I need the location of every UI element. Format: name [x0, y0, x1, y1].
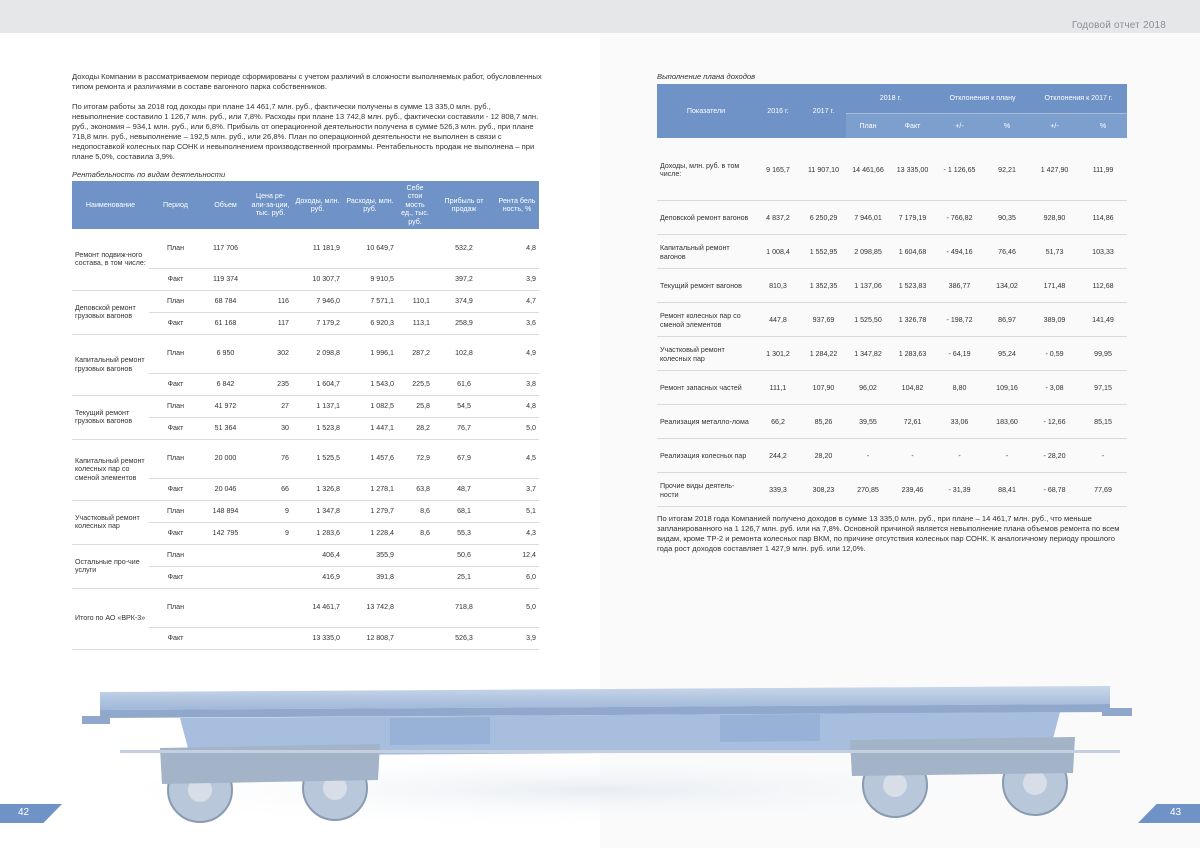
table-cell: 103,33: [1079, 234, 1127, 268]
table-cell: 33,06: [935, 404, 984, 438]
page-number-left-tab: [0, 804, 62, 823]
table-cell: 77,69: [1079, 472, 1127, 506]
table-cell: 99,95: [1079, 336, 1127, 370]
table-cell: 104,82: [890, 370, 935, 404]
table-cell: [397, 229, 433, 268]
table-cell: 61 168: [202, 312, 249, 334]
table-cell: 526,3: [433, 627, 495, 649]
table-cell: 5,0: [495, 588, 539, 627]
table-cell: 9: [249, 500, 292, 522]
th-2018: 2018 г.: [846, 84, 935, 113]
table-cell: 3,7: [495, 478, 539, 500]
table-cell: -: [984, 438, 1030, 472]
table-cell: Факт: [149, 417, 202, 439]
table-cell: 4,7: [495, 290, 539, 312]
table-cell: 397,2: [433, 268, 495, 290]
activity-name: Деповской ремонт грузовых вагонов: [72, 290, 149, 334]
table-cell: 66,2: [755, 404, 801, 438]
table-cell: - 0,59: [1030, 336, 1079, 370]
table-cell: 13 742,8: [343, 588, 397, 627]
activity-name: Текущий ремонт грузовых вагонов: [72, 395, 149, 439]
table-cell: 30: [249, 417, 292, 439]
indicator-name: Участковый ремонт колесных пар: [657, 336, 755, 370]
table-cell: [249, 268, 292, 290]
table-cell: 1 082,5: [343, 395, 397, 417]
table-cell: 928,90: [1030, 200, 1079, 234]
table-cell: - 68,78: [1030, 472, 1079, 506]
indicator-name: Капитальный ремонт вагонов: [657, 234, 755, 268]
table-cell: 2 098,8: [292, 334, 343, 373]
table-cell: План: [149, 290, 202, 312]
th-expenses: Расходы, млн. руб.: [343, 181, 397, 229]
table-cell: - 31,39: [935, 472, 984, 506]
table-cell: [397, 544, 433, 566]
table-row: [657, 404, 1127, 438]
table-cell: 406,4: [292, 544, 343, 566]
table-cell: 308,23: [801, 472, 846, 506]
table-cell: 134,02: [984, 268, 1030, 302]
table-cell: 7 946,01: [846, 200, 890, 234]
table-cell: - 1 126,65: [935, 138, 984, 200]
th-profit: Прибыль от продаж: [433, 181, 495, 229]
table-row: [657, 472, 1127, 506]
table-cell: 4,3: [495, 522, 539, 544]
revenue-plan-table-caption: Выполнение плана доходов: [657, 72, 756, 81]
table-cell: 1 427,90: [1030, 138, 1079, 200]
activity-name: Итого по АО «ВРК-3»: [72, 588, 149, 649]
table-cell: 28,2: [397, 417, 433, 439]
table-row: [72, 229, 539, 268]
table-cell: 51 364: [202, 417, 249, 439]
table-cell: 302: [249, 334, 292, 373]
indicator-name: Текущий ремонт вагонов: [657, 268, 755, 302]
table-cell: [249, 544, 292, 566]
table-row: [72, 290, 539, 312]
table-cell: План: [149, 544, 202, 566]
table-cell: 386,77: [935, 268, 984, 302]
table-cell: 391,8: [343, 566, 397, 588]
table-cell: - 28,20: [1030, 438, 1079, 472]
table-cell: 225,5: [397, 373, 433, 395]
table-cell: 389,09: [1030, 302, 1079, 336]
table-cell: 1 283,6: [292, 522, 343, 544]
table-cell: 12 808,7: [343, 627, 397, 649]
table-cell: 68,1: [433, 500, 495, 522]
th-dev-plan: Отклонения к плану: [935, 84, 1030, 113]
indicator-name: Ремонт колесных пар со сменой элементов: [657, 302, 755, 336]
table-cell: 1 604,7: [292, 373, 343, 395]
table-cell: 1 525,5: [292, 439, 343, 478]
th-period: Период: [149, 181, 202, 229]
th-indicators: Показатели: [657, 84, 755, 138]
table-cell: 113,1: [397, 312, 433, 334]
profitability-table-caption: Рентабельность по видам деятельности: [72, 170, 226, 179]
th-percent: %: [984, 113, 1030, 138]
table-cell: 10 307,7: [292, 268, 343, 290]
table-cell: 1 347,8: [292, 500, 343, 522]
table-cell: План: [149, 395, 202, 417]
page-number-right: 43: [1170, 807, 1182, 818]
table-cell: 3,9: [495, 627, 539, 649]
table-cell: 85,15: [1079, 404, 1127, 438]
intro-paragraph: Доходы Компании в рассматриваемом периоде сформированы с учетом различий в сложности выполняемых работ, обусловленных типом ремонта и различиями в составе вагонного парка собственников.: [72, 72, 542, 91]
table-cell: 117 706: [202, 229, 249, 268]
table-cell: 4,5: [495, 439, 539, 478]
indicator-name: Ремонт запасных частей: [657, 370, 755, 404]
th-revenue: Доходы, млн. руб.: [292, 181, 343, 229]
table-cell: - 12,66: [1030, 404, 1079, 438]
table-cell: [249, 588, 292, 627]
table-cell: 11 907,10: [801, 138, 846, 200]
table-cell: 88,41: [984, 472, 1030, 506]
indicator-name: Деповской ремонт вагонов: [657, 200, 755, 234]
table-cell: 258,9: [433, 312, 495, 334]
table-cell: 109,16: [984, 370, 1030, 404]
table-cell: 339,3: [755, 472, 801, 506]
table-row: [657, 234, 1127, 268]
table-cell: 1 525,50: [846, 302, 890, 336]
th-profitability: Рента бель ность, %: [495, 181, 539, 229]
table-cell: 5,0: [495, 417, 539, 439]
table-row: [657, 302, 1127, 336]
table-row: [657, 370, 1127, 404]
table-cell: - 64,19: [935, 336, 984, 370]
th-plusminus: +/-: [935, 113, 984, 138]
table-row: [657, 268, 1127, 302]
table-cell: 1 137,06: [846, 268, 890, 302]
th-2017: 2017 г.: [801, 84, 846, 138]
table-cell: [397, 268, 433, 290]
table-cell: [202, 544, 249, 566]
table-cell: 1 283,63: [890, 336, 935, 370]
table-cell: 6 920,3: [343, 312, 397, 334]
table-cell: 61,6: [433, 373, 495, 395]
table-cell: -: [935, 438, 984, 472]
table-cell: 6 842: [202, 373, 249, 395]
revenue-table-header-top: [657, 84, 1127, 113]
table-cell: 7 179,19: [890, 200, 935, 234]
table-cell: [202, 588, 249, 627]
table-cell: 6,0: [495, 566, 539, 588]
table-cell: 111,1: [755, 370, 801, 404]
table-cell: 111,99: [1079, 138, 1127, 200]
report-title: Годовой отчет 2018: [1071, 20, 1166, 31]
page-number-left: 42: [18, 807, 30, 818]
table-cell: Факт: [149, 268, 202, 290]
table-cell: 117: [249, 312, 292, 334]
table-cell: 1 279,7: [343, 500, 397, 522]
table-cell: План: [149, 588, 202, 627]
activity-name: Участковый ремонт колесных пар: [72, 500, 149, 544]
table-cell: [249, 566, 292, 588]
table-cell: 20 046: [202, 478, 249, 500]
table-cell: 13 335,00: [890, 138, 935, 200]
table-cell: [397, 588, 433, 627]
table-cell: 7 571,1: [343, 290, 397, 312]
table-cell: 12,4: [495, 544, 539, 566]
table-cell: 4,8: [495, 395, 539, 417]
table-cell: [249, 229, 292, 268]
table-cell: 8,80: [935, 370, 984, 404]
table-cell: 116: [249, 290, 292, 312]
table-row: [72, 395, 539, 417]
table-cell: - 766,82: [935, 200, 984, 234]
table-cell: 27: [249, 395, 292, 417]
table-cell: 25,1: [433, 566, 495, 588]
table-cell: 1 347,82: [846, 336, 890, 370]
table-row: [657, 336, 1127, 370]
profitability-table: [72, 181, 539, 650]
table-cell: 3,9: [495, 268, 539, 290]
table-cell: 141,49: [1079, 302, 1127, 336]
table-cell: 90,35: [984, 200, 1030, 234]
table-cell: 235: [249, 373, 292, 395]
table-cell: 810,3: [755, 268, 801, 302]
top-bar: [0, 0, 1200, 33]
table-cell: 48,7: [433, 478, 495, 500]
table-cell: 1 137,1: [292, 395, 343, 417]
table-cell: 447,8: [755, 302, 801, 336]
table-row: [72, 334, 539, 373]
table-cell: План: [149, 229, 202, 268]
table-cell: 41 972: [202, 395, 249, 417]
table-cell: 1 523,8: [292, 417, 343, 439]
table-cell: - 494,16: [935, 234, 984, 268]
table-cell: 287,2: [397, 334, 433, 373]
table-cell: 25,8: [397, 395, 433, 417]
table-cell: 1 604,68: [890, 234, 935, 268]
table-cell: 1 457,6: [343, 439, 397, 478]
activity-name: Капитальный ремонт грузовых вагонов: [72, 334, 149, 395]
th-unit-cost: Себе стои мость ед., тыс. руб.: [397, 181, 433, 229]
table-cell: 355,9: [343, 544, 397, 566]
table-cell: 4 837,2: [755, 200, 801, 234]
table-row: [657, 200, 1127, 234]
table-cell: -: [846, 438, 890, 472]
table-cell: 76: [249, 439, 292, 478]
table-cell: 374,9: [433, 290, 495, 312]
table-cell: 107,90: [801, 370, 846, 404]
table-row: [657, 438, 1127, 472]
table-cell: Факт: [149, 312, 202, 334]
table-cell: 10 649,7: [343, 229, 397, 268]
profitability-table-header: [72, 181, 539, 229]
table-cell: 72,9: [397, 439, 433, 478]
table-cell: 1 301,2: [755, 336, 801, 370]
table-cell: Факт: [149, 566, 202, 588]
table-cell: 1 284,22: [801, 336, 846, 370]
table-cell: 11 181,9: [292, 229, 343, 268]
table-cell: - 3,08: [1030, 370, 1079, 404]
table-cell: 9: [249, 522, 292, 544]
table-cell: 39,55: [846, 404, 890, 438]
table-cell: 6 250,29: [801, 200, 846, 234]
table-cell: 76,7: [433, 417, 495, 439]
activity-name: Капитальный ремонт колесных пар со сменой элементов: [72, 439, 149, 500]
table-cell: 718,8: [433, 588, 495, 627]
table-cell: 1 228,4: [343, 522, 397, 544]
table-cell: 239,46: [890, 472, 935, 506]
table-cell: План: [149, 334, 202, 373]
th-volume: Объем: [202, 181, 249, 229]
table-cell: 2 098,85: [846, 234, 890, 268]
table-cell: 7 946,0: [292, 290, 343, 312]
table-cell: 14 461,66: [846, 138, 890, 200]
table-cell: 8,6: [397, 522, 433, 544]
th-plusminus-2017: +/-: [1030, 113, 1079, 138]
activity-name: Остальные про-чие услуги: [72, 544, 149, 588]
table-cell: -: [890, 438, 935, 472]
activity-name: Ремонт подвиж-ного состава, в том числе:: [72, 229, 149, 290]
table-cell: 6 950: [202, 334, 249, 373]
table-cell: 1 278,1: [343, 478, 397, 500]
table-cell: План: [149, 439, 202, 478]
table-cell: 5,1: [495, 500, 539, 522]
table-cell: 4,8: [495, 229, 539, 268]
table-cell: 148 894: [202, 500, 249, 522]
table-row: [72, 439, 539, 478]
table-cell: Факт: [149, 478, 202, 500]
table-cell: План: [149, 500, 202, 522]
indicator-name: Прочие виды деятель-ности: [657, 472, 755, 506]
table-cell: 1 326,78: [890, 302, 935, 336]
table-cell: 1 523,83: [890, 268, 935, 302]
table-row: [72, 544, 539, 566]
railway-flatcar-illustration: [60, 640, 1140, 830]
th-2016: 2016 г.: [755, 84, 801, 138]
table-cell: 270,85: [846, 472, 890, 506]
table-cell: 110,1: [397, 290, 433, 312]
table-cell: 67,9: [433, 439, 495, 478]
table-cell: 9 910,5: [343, 268, 397, 290]
table-cell: 1 552,95: [801, 234, 846, 268]
th-dev-2017: Отклонения к 2017 г.: [1030, 84, 1127, 113]
table-cell: 1 996,1: [343, 334, 397, 373]
th-plan: План: [846, 113, 890, 138]
indicator-name: Доходы, млн. руб. в том числе:: [657, 138, 755, 200]
table-cell: 4,9: [495, 334, 539, 373]
table-cell: 937,69: [801, 302, 846, 336]
table-cell: 416,9: [292, 566, 343, 588]
table-cell: 66: [249, 478, 292, 500]
table-row: [72, 500, 539, 522]
table-cell: 50,6: [433, 544, 495, 566]
table-cell: 55,3: [433, 522, 495, 544]
table-cell: - 198,72: [935, 302, 984, 336]
table-cell: 532,2: [433, 229, 495, 268]
table-cell: 20 000: [202, 439, 249, 478]
revenue-plan-table: [657, 84, 1127, 507]
table-cell: Факт: [149, 373, 202, 395]
th-price: Цена ре-али-за-ции, тыс. руб.: [249, 181, 292, 229]
results-paragraph: По итогам работы за 2018 год доходы при плане 14 461,7 млн. руб., фактически получены в сумме 13 335,0 млн. руб., невыполнение составило 1 126,7 млн. руб., или 7,8%. Расходы при плане 13 742,8 млн. руб., фактически составили - 12 808,7 млн. руб., экономия – 934,1 млн. руб., или 6,8%. Прибыль от операционной деятельности получена в сумме 526,3 млн. руб., при плане 718,8 млн. руб., невыполнение – 192,5 млн. руб., или 26,8%. План по операционной деятельности не выполнен в связи с недопоставкой колесных пар СОНК и невыполнением производственной программы. Рентабельность продаж не выполнена – при плане 5,0%, составила 3,9%.: [72, 102, 539, 161]
table-cell: 142 795: [202, 522, 249, 544]
table-cell: 9 165,7: [755, 138, 801, 200]
table-cell: 97,15: [1079, 370, 1127, 404]
table-cell: Факт: [149, 627, 202, 649]
table-row: [657, 138, 1127, 200]
table-cell: [397, 566, 433, 588]
table-cell: 14 461,7: [292, 588, 343, 627]
table-cell: 8,6: [397, 500, 433, 522]
th-fact: Факт: [890, 113, 935, 138]
table-cell: 54,5: [433, 395, 495, 417]
table-cell: 112,68: [1079, 268, 1127, 302]
table-cell: -: [1079, 438, 1127, 472]
table-cell: 183,60: [984, 404, 1030, 438]
table-cell: 3,6: [495, 312, 539, 334]
indicator-name: Реализация колесных пар: [657, 438, 755, 472]
table-cell: 1 447,1: [343, 417, 397, 439]
table-cell: 85,26: [801, 404, 846, 438]
th-name: Наименование: [72, 181, 149, 229]
revenue-summary-paragraph: По итогам 2018 года Компанией получено доходов в сумме 13 335,0 млн. руб., при плане – 14 461,7 млн. руб., что меньше запланированного на 1 126,7 млн. руб. или на 7,8%. Основной причиной является невыполнение плана объемов ремонта по всем видам, кроме ТР-2 и ремонта колесных пар ВКМ, по причине отсутствия колесных пар СОНК. К аналогичному периоду прошлого года рост доходов составляет 1 427,9 млн. руб. или 12,0%.: [657, 514, 1120, 553]
indicator-name: Реализация металло-лома: [657, 404, 755, 438]
table-cell: 92,21: [984, 138, 1030, 200]
table-cell: 1 352,35: [801, 268, 846, 302]
table-row: [72, 588, 539, 627]
table-cell: 63,8: [397, 478, 433, 500]
table-cell: 1 326,8: [292, 478, 343, 500]
table-cell: 51,73: [1030, 234, 1079, 268]
table-cell: 86,97: [984, 302, 1030, 336]
table-cell: 3,8: [495, 373, 539, 395]
table-cell: 1 008,4: [755, 234, 801, 268]
table-cell: 7 179,2: [292, 312, 343, 334]
table-cell: 28,20: [801, 438, 846, 472]
table-cell: 95,24: [984, 336, 1030, 370]
table-cell: [202, 566, 249, 588]
table-cell: Факт: [149, 522, 202, 544]
table-cell: 244,2: [755, 438, 801, 472]
table-cell: 1 543,0: [343, 373, 397, 395]
table-cell: 13 335,0: [292, 627, 343, 649]
table-cell: 96,02: [846, 370, 890, 404]
table-cell: 68 784: [202, 290, 249, 312]
table-cell: 114,86: [1079, 200, 1127, 234]
table-cell: 102,8: [433, 334, 495, 373]
th-percent-2017: %: [1079, 113, 1127, 138]
table-cell: 171,48: [1030, 268, 1079, 302]
table-cell: 119 374: [202, 268, 249, 290]
table-cell: 76,46: [984, 234, 1030, 268]
table-cell: 72,61: [890, 404, 935, 438]
